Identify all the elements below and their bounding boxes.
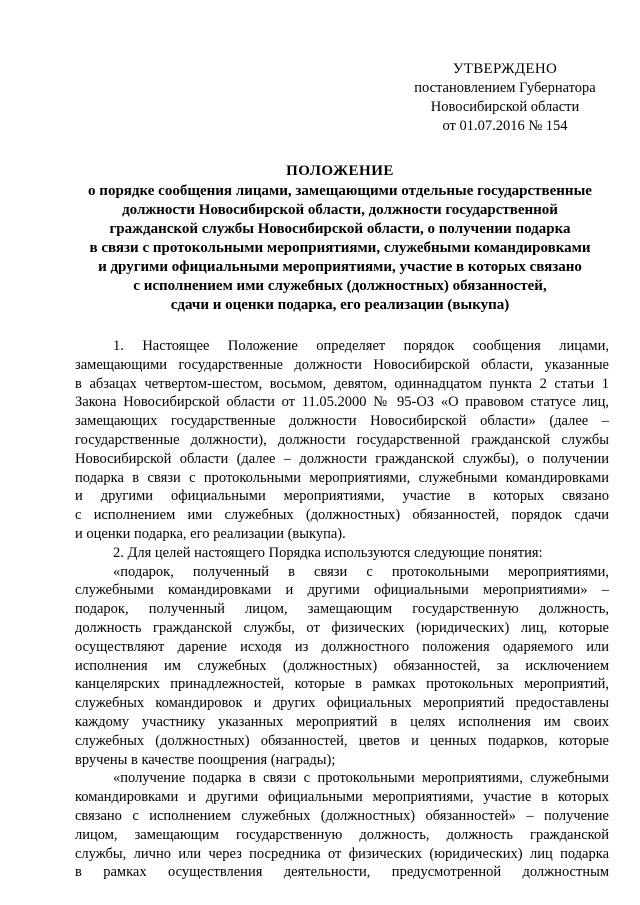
body-line: подарок, полученный лицом, замещающим государственную должность, <box>75 601 609 618</box>
title-line: сдачи и оценки подарка, его реализации (выкупа) <box>170 297 510 313</box>
body-line: Закона Новосибирской области от 11.05.2000 № 95-ОЗ «О правовом статусе лиц, <box>75 394 609 411</box>
title-line: гражданской службы Новосибирской области, о получении подарка <box>109 221 571 237</box>
body-line: в рамках осуществления деятельности, предусмотренной должностным <box>75 864 609 881</box>
body-line: в абзацах четвертом-шестом, восьмом, девятом, одиннадцатом пункта 2 статьи 1 <box>75 375 609 392</box>
body-line: каждому участнику указанных мероприятий в целях исполнения им своих <box>75 713 609 730</box>
document-title <box>80 162 600 315</box>
body-line: «подарок, полученный в связи с протокольными мероприятиями, <box>113 563 609 580</box>
body-line: замещающих государственные должности Новосибирской области» (далее – <box>75 413 609 430</box>
approval-heading: УТВЕРЖДЕНО <box>452 61 558 77</box>
body-line: осуществляют дарение исходя из должностного положения одаряемого или <box>75 638 609 655</box>
body-line: Новосибирской области (далее – должности гражданской службы), о получении <box>75 450 609 467</box>
approval-line-2: Новосибирской области <box>430 99 580 115</box>
body-line: и другими официальными мероприятиями, участие в которых связано <box>75 488 609 505</box>
body-line: замещающими государственные должности Новосибирской области, указанные <box>75 356 609 373</box>
body-line: с исполнением ими служебных (должностных) обязанностей, порядок сдачи <box>75 507 609 524</box>
body-line: исполнения им служебных (должностных) обязанностей, за исключением <box>75 657 609 674</box>
approval-line-1: постановлением Губернатора <box>414 80 596 96</box>
body-line: служебными командировками и другими официальными мероприятиями» – <box>75 582 609 599</box>
body-line: «получение подарка в связи с протокольными мероприятиями, служебными <box>113 770 609 787</box>
body-line: командировками и другими официальными мероприятиями, участие в которых <box>75 789 609 806</box>
body-line: служебных командировок и других официальных мероприятий предоставлены <box>75 695 609 712</box>
title-line: в связи с протокольными мероприятиями, служебными командировками <box>89 240 591 256</box>
body-line: 1. Настоящее Положение определяет порядок сообщения лицами, <box>113 338 609 354</box>
body-line: вручены в качестве поощрения (награды); <box>75 751 336 768</box>
document-body <box>75 337 609 882</box>
body-line: служебных (должностных) обязанностей, цветов и ценных подарков, которые <box>75 732 609 749</box>
body-line: связано с исполнением служебных (должностных) обязанностей» – получение <box>75 807 609 824</box>
body-line: подарка в связи с протокольными мероприятиями, служебными командировками <box>75 469 609 486</box>
approval-line-3: от 01.07.2016 № 154 <box>442 118 568 134</box>
body-line: канцелярских принадлежностей, которые в рамках протокольных мероприятий, <box>75 676 609 693</box>
approval-stamp <box>400 60 610 136</box>
title-line: должности Новосибирской области, должности государственной <box>122 202 558 218</box>
body-line: и оценки подарка, его реализации (выкупа). <box>75 525 346 542</box>
title-line: с исполнением ими служебных (должностных) обязанностей, <box>133 278 547 294</box>
body-line: должность гражданской службы, от физических (юридических) лиц, которые <box>75 619 609 636</box>
body-line: государственные должности), должности государственной гражданской службы <box>75 431 609 448</box>
body-line: 2. Для целей настоящего Порядка используются следующие понятия: <box>113 544 543 561</box>
title-line: о порядке сообщения лицами, замещающими отдельные государственные <box>88 183 592 199</box>
body-line: службы, лично или через посредника от физических (юридических) лиц подарка <box>75 845 609 862</box>
title-line: и другими официальными мероприятиями, участие в которых связано <box>98 259 582 275</box>
body-line: лицом, замещающим государственную должность, должность гражданской <box>75 826 609 843</box>
title-line: ПОЛОЖЕНИЕ <box>286 163 394 179</box>
